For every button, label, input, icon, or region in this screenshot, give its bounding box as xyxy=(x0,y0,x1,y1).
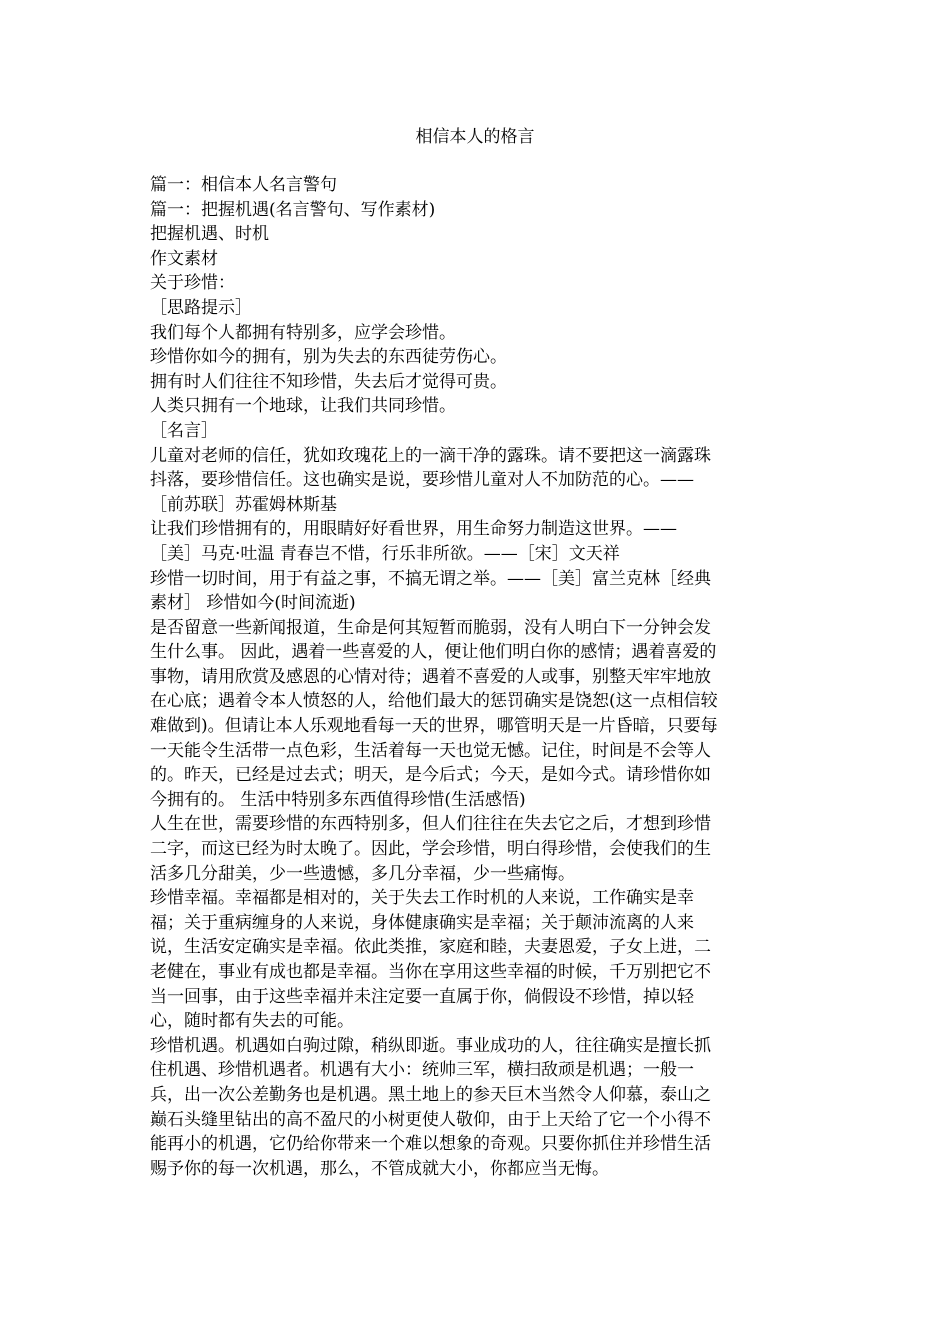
text-line: 老健在，事业有成也都是幸福。当你在享用这些幸福的时候，千万别把它不 xyxy=(150,962,711,982)
text-line: 抖落，要珍惜信任。这也确实是说，要珍惜儿童对人不加防范的心。—— xyxy=(150,470,694,491)
document-title: 相信本人的格言 xyxy=(415,127,535,147)
text-line: 巅石头缝里钻出的高不盈尺的小树更使人敬仰，由于上天给了它一个小得不 xyxy=(150,1109,711,1130)
text-line: ［名言］ xyxy=(150,420,218,441)
text-line: 是否留意一些新闻报道，生命是何其短暂而脆弱，没有人明白下一分钟会发 xyxy=(150,617,711,638)
text-line: 作文素材 xyxy=(150,248,218,269)
text-line: 人类只拥有一个地球，让我们共同珍惜。 xyxy=(150,396,456,417)
text-line: 兵，出一次公差勤务也是机遇。黑土地上的参天巨木当然令人仰慕，泰山之 xyxy=(150,1084,711,1105)
text-line: 二字，而这已经为时太晚了。因此，学会珍惜，明白得珍惜，会使我们的生 xyxy=(150,839,711,860)
text-line: 赐予你的每一次机遇，那么，不管成就大小，你都应当无悔。 xyxy=(150,1158,609,1179)
text-line: 事物，请用欣赏及感恩的心情对待；遇着不喜爱的人或事，别整天牢牢地放 xyxy=(150,666,711,687)
text-line: 珍惜一切时间，用于有益之事，不搞无谓之举。——［美］富兰克林［经典 xyxy=(150,568,711,589)
text-line: 拥有时人们往往不知珍惜，失去后才觉得可贵。 xyxy=(150,371,507,392)
text-line: 说，生活安定确实是幸福。依此类推，家庭和睦，夫妻恩爱，子女上进，二 xyxy=(150,937,711,958)
text-line: 的。昨天，已经是过去式；明天，是今后式；今天，是如今式。请珍惜你如 xyxy=(150,765,711,786)
text-line: 素材］ 珍惜如今(时间流逝) xyxy=(150,593,356,614)
text-line: 住机遇、珍惜机遇者。机遇有大小：统帅三军，横扫敌顽是机遇；一般一 xyxy=(150,1060,694,1081)
text-line: 儿童对老师的信任，犹如玫瑰花上的一滴干净的露珠。请不要把这一滴露珠 xyxy=(150,445,711,466)
text-line: 珍惜幸福。幸福都是相对的，关于失去工作时机的人来说，工作确实是幸 xyxy=(150,888,694,909)
text-line: 我们每个人都拥有特别多，应学会珍惜。 xyxy=(150,322,456,343)
text-line: 能再小的机遇，它仍给你带来一个难以想象的奇观。只要你抓住并珍惜生活 xyxy=(150,1134,711,1155)
text-line: 生什么事。 因此，遇着一些喜爱的人，便让他们明白你的感情；遇着喜爱的 xyxy=(150,642,717,663)
text-line: 关于珍惜： xyxy=(150,273,235,294)
text-line: 让我们珍惜拥有的，用眼睛好好看世界，用生命努力制造这世界。—— xyxy=(150,519,677,540)
text-line: 篇一：相信本人名言警句 xyxy=(150,175,337,195)
text-line: ［思路提示］ xyxy=(150,297,252,318)
text-line: 难做到)。但请让本人乐观地看每一天的世界，哪管明天是一片昏暗，只要每 xyxy=(150,716,718,737)
text-line: 篇一：把握机遇(名言警句、写作素材) xyxy=(150,199,436,220)
text-line: 活多几分甜美，少一些遗憾，多几分幸福，少一些痛悔。 xyxy=(150,863,575,884)
text-line: 今拥有的。 生活中特别多东西值得珍惜(生活感悟) xyxy=(150,789,526,810)
text-line: 一天能令生活带一点色彩，生活着每一天也觉无憾。记住，时间是不会等人 xyxy=(150,740,711,761)
text-line: 珍惜你如今的拥有，别为失去的东西徒劳伤心。 xyxy=(150,347,507,368)
text-line: ［美］马克·吐温 青春岂不惜，行乐非所欲。——［宋］文天祥 xyxy=(150,543,620,564)
text-line: 珍惜机遇。机遇如白驹过隙，稍纵即逝。事业成功的人，往往确实是擅长抓 xyxy=(150,1035,711,1056)
text-line: 人生在世，需要珍惜的东西特别多，但人们往往在失去它之后，才想到珍惜 xyxy=(150,814,711,835)
text-line: 心，随时都有失去的可能。 xyxy=(150,1011,354,1032)
text-line: ［前苏联］苏霍姆林斯基 xyxy=(150,494,337,515)
text-line: 把握机遇、时机 xyxy=(150,224,269,245)
text-line: 福；关于重病缠身的人来说，身体健康确实是幸福；关于颠沛流离的人来 xyxy=(150,912,694,933)
text-line: 当一回事，由于这些幸福并未注定要一直属于你，倘假设不珍惜，掉以轻 xyxy=(150,986,694,1007)
document-body xyxy=(150,173,790,1181)
text-line: 在心底；遇着令本人愤怒的人，给他们最大的惩罚确实是饶恕(这一点相信较 xyxy=(150,691,718,712)
